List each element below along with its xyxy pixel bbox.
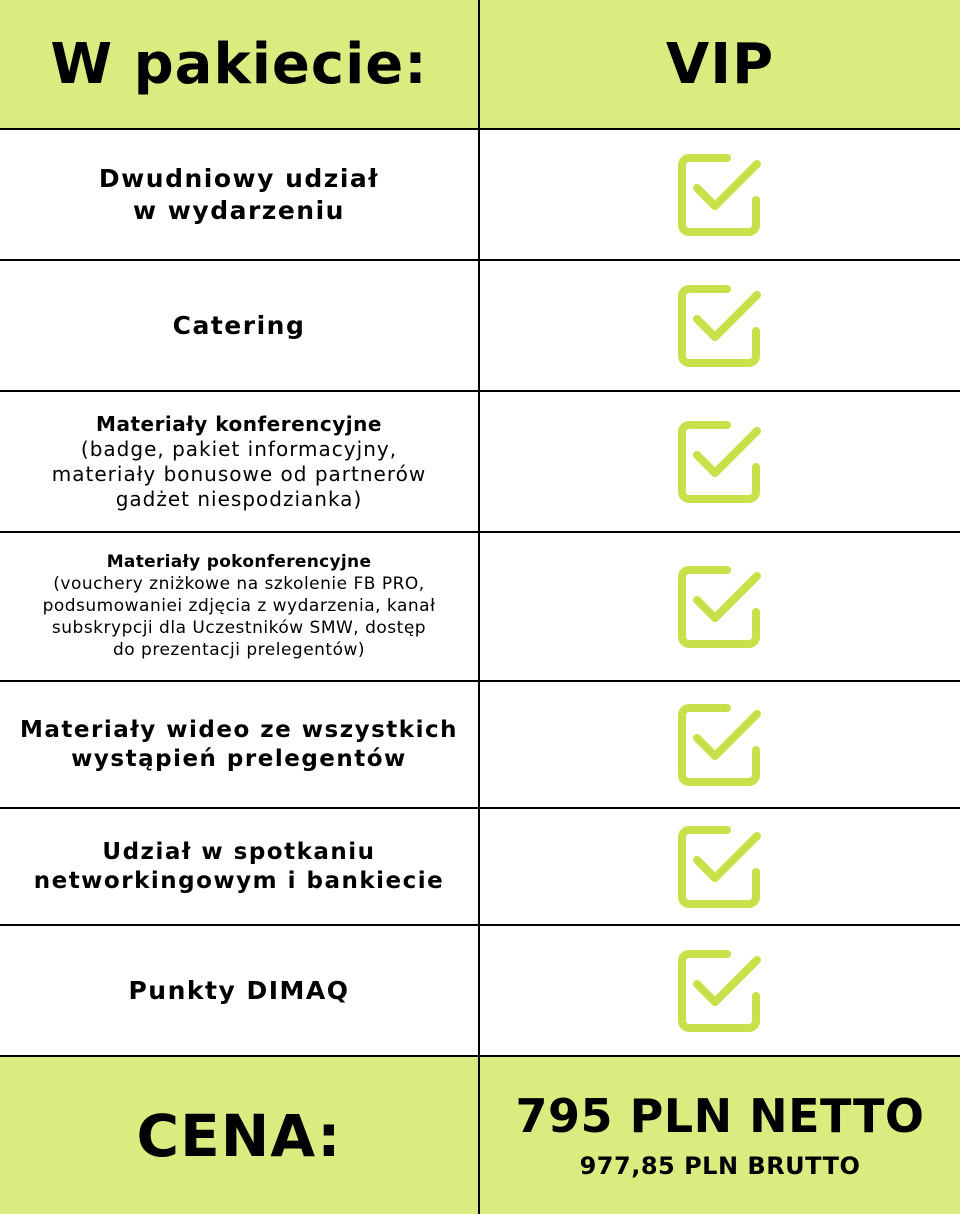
feature-label <box>52 412 426 512</box>
feature-detail: (badge, pakiet informacyjny, <box>80 436 398 461</box>
price-brutto: 977,85 PLN BRUTTO <box>579 1151 861 1180</box>
checkbox-checked-icon <box>675 822 765 912</box>
price-value-cell <box>480 1057 960 1214</box>
feature-detail: subskrypcji dla Uczestników SMW, dostęp <box>51 618 427 639</box>
price-netto: 795 PLN NETTO <box>515 1089 925 1144</box>
feature-cell <box>0 261 480 392</box>
price-label: CENA: <box>136 1101 342 1170</box>
feature-label <box>20 716 458 774</box>
feature-label <box>34 838 445 896</box>
feature-cell <box>0 926 480 1057</box>
feature-line: wystąpień prelegentów <box>71 745 407 772</box>
checkbox-checked-icon <box>675 946 765 1036</box>
feature-check-cell <box>480 682 960 809</box>
checkbox-checked-icon <box>675 562 765 652</box>
checkbox-checked-icon <box>675 150 765 240</box>
feature-cell <box>0 809 480 926</box>
feature-check-cell <box>480 926 960 1057</box>
checkbox-checked-icon <box>675 281 765 371</box>
checkbox-checked-icon <box>675 700 765 790</box>
feature-label <box>43 552 436 662</box>
feature-title: Materiały pokonferencyjne <box>106 551 372 572</box>
feature-cell <box>0 682 480 809</box>
feature-cell <box>0 130 480 261</box>
price-label-cell <box>0 1057 480 1214</box>
feature-line: networkingowym i bankiecie <box>33 867 445 894</box>
feature-line: w wydarzeniu <box>133 195 345 225</box>
feature-detail: (vouchery zniżkowe na szkolenie FB PRO, <box>53 573 425 594</box>
vip-column-title: VIP <box>665 31 775 97</box>
feature-check-cell <box>480 130 960 261</box>
header-right <box>480 0 960 130</box>
checkbox-checked-icon <box>675 417 765 507</box>
feature-title: Materiały konferencyjne <box>96 411 382 436</box>
feature-detail: gadżet niespodzianka) <box>115 486 363 511</box>
feature-label <box>99 163 379 226</box>
feature-cell <box>0 392 480 533</box>
feature-line: Catering <box>172 310 306 340</box>
feature-check-cell <box>480 261 960 392</box>
feature-detail: podsumowaniei zdjęcia z wydarzenia, kanał <box>42 596 436 617</box>
feature-line: Udział w spotkaniu <box>102 838 376 865</box>
feature-label <box>128 975 349 1006</box>
feature-check-cell <box>480 392 960 533</box>
feature-detail: materiały bonusowe od partnerów <box>51 461 427 486</box>
feature-line: Dwudniowy udział <box>98 164 380 194</box>
feature-line: Materiały wideo ze wszystkich <box>20 716 458 743</box>
feature-label <box>173 310 306 341</box>
header-left <box>0 0 480 130</box>
feature-cell <box>0 533 480 682</box>
feature-detail: do prezentacji prelegentów) <box>112 640 366 661</box>
package-column-title: W pakiecie: <box>50 31 428 97</box>
feature-check-cell <box>480 533 960 682</box>
feature-line: Punkty DIMAQ <box>128 975 350 1005</box>
feature-check-cell <box>480 809 960 926</box>
price-box <box>516 1091 925 1180</box>
